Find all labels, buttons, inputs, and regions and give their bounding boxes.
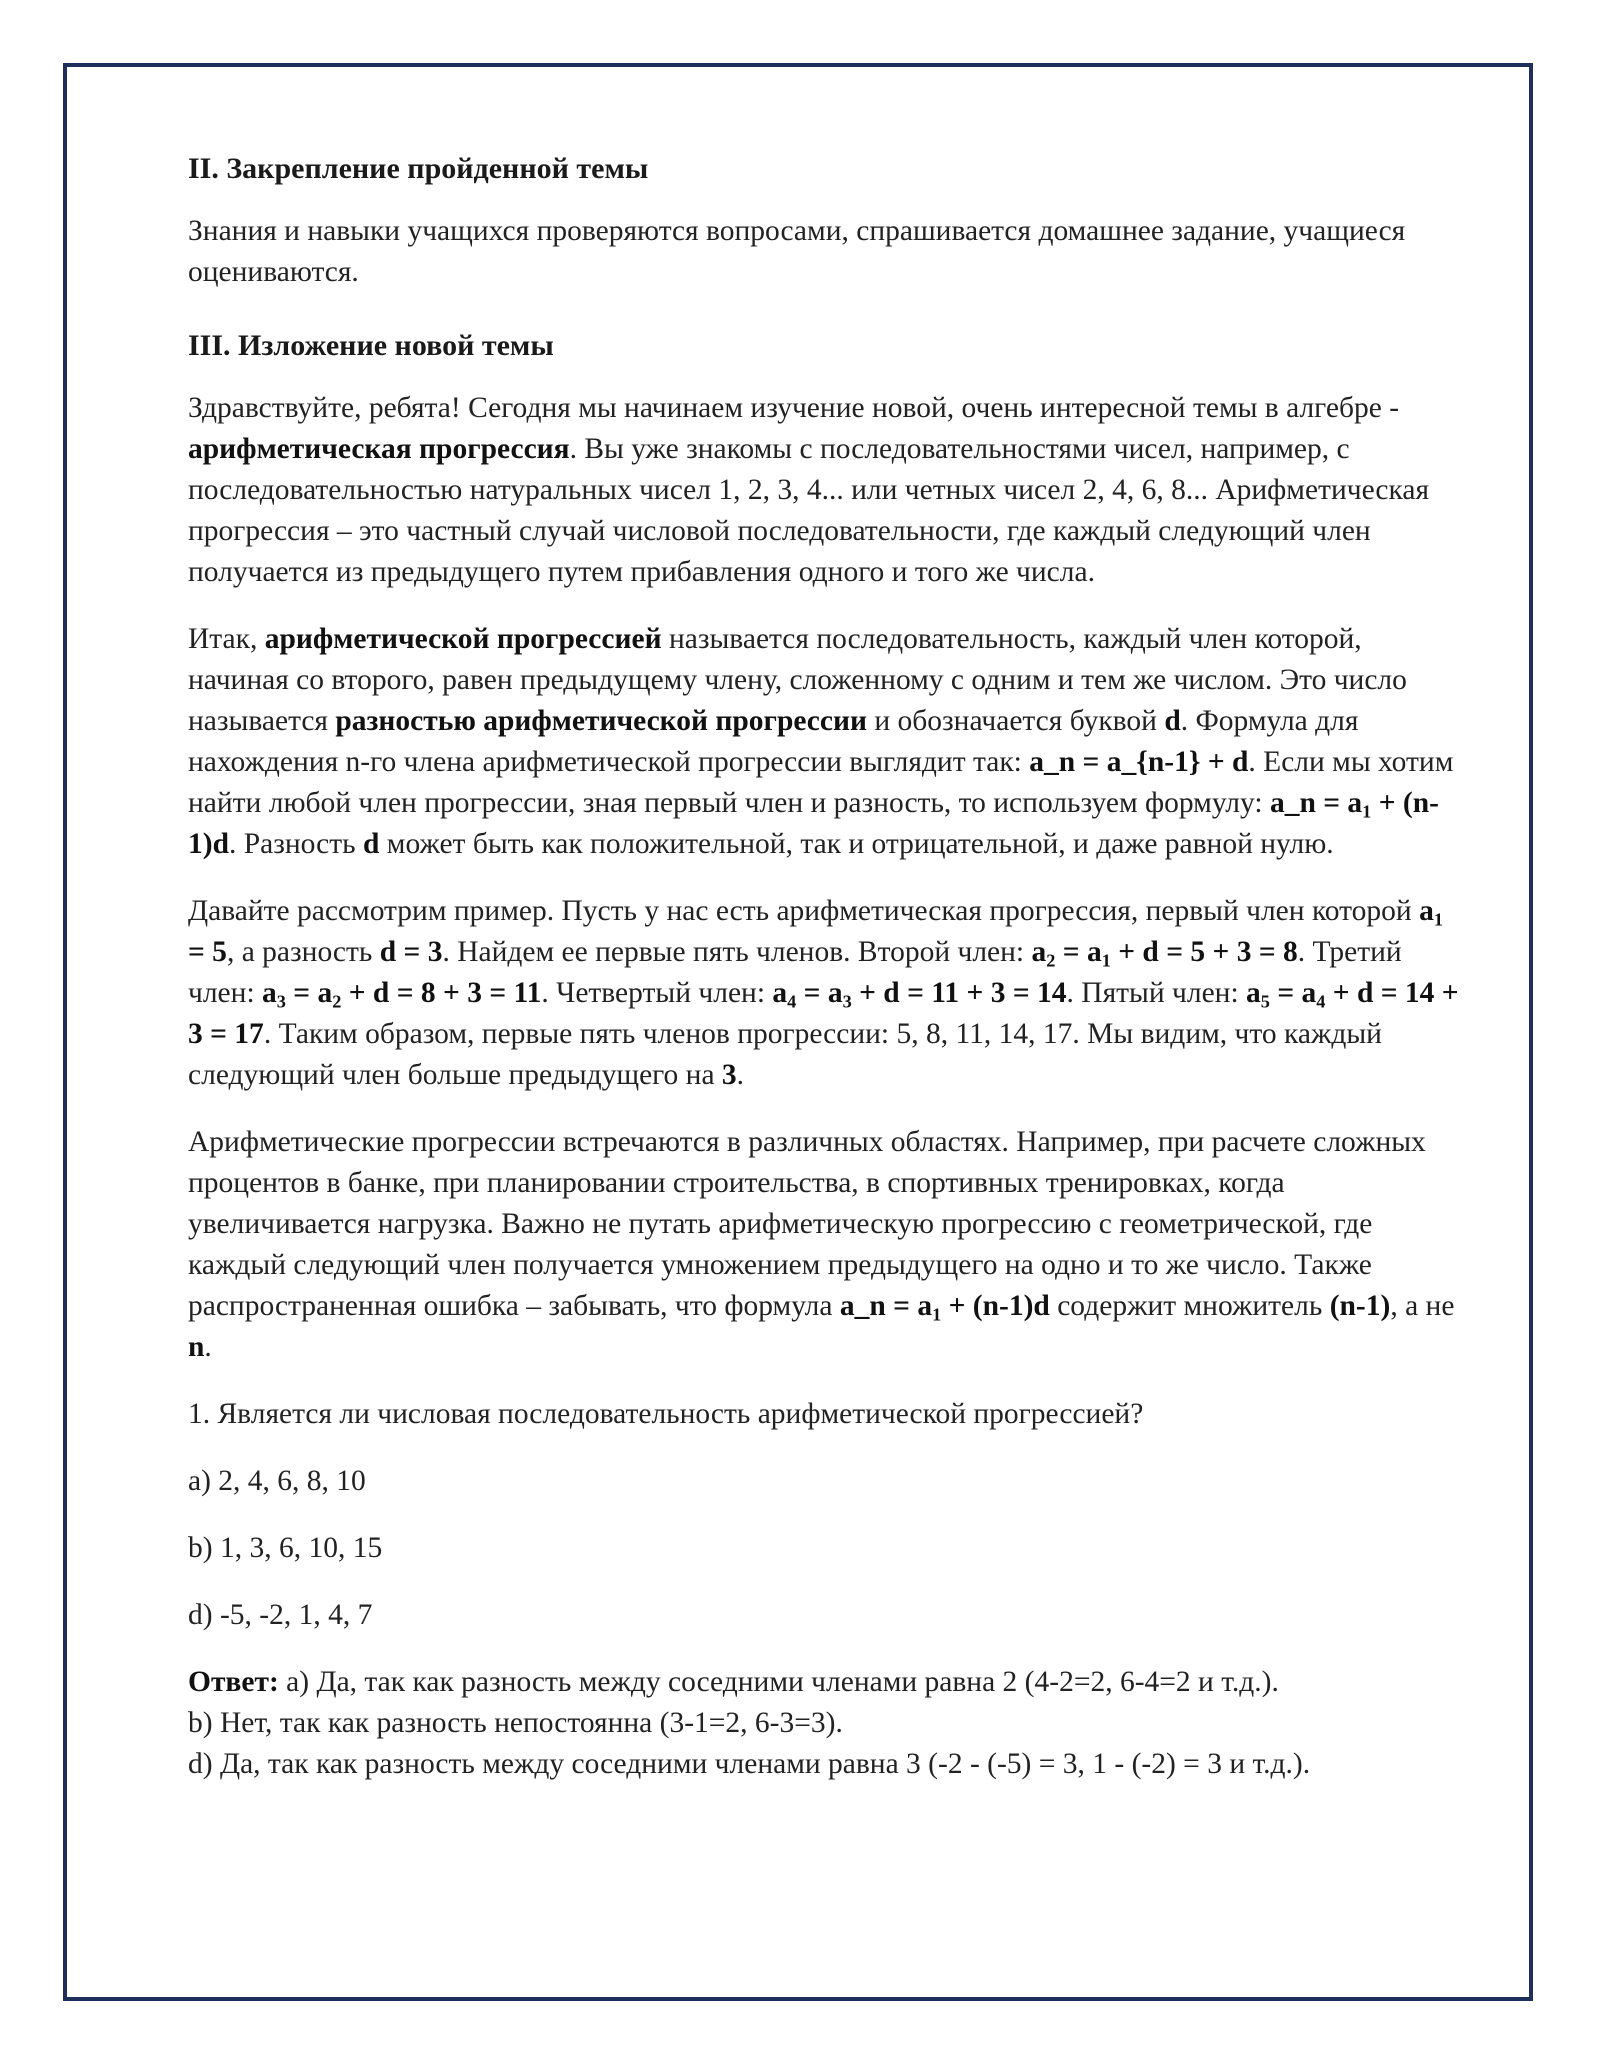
section-2-text: Знания и навыки учащихся проверяются вопросами, спрашивается домашнее задание, учащиеся оцениваются.: [188, 215, 1406, 288]
example-paragraph: Давайте рассмотрим пример. Пусть у нас есть арифметическая прогрессия, первый член которой $a_1 = 5$, а разность d = 3. Найдем ее первые пять членов. Второй член: $a_2 = a_1 + d = 5 + 3 = 8$. Третий член: $a_3 = a_2 + d = 8 + 3 = 11$. Четвертый член: $a_4 = a_3 + d = 11 + 3 = 14$. Пятый член: $a_5 = a_4 + d = 14 + 3 = 17$. Таким образом, первые пять членов прогрессии: 5, 8, 11, 14, 17. Мы видим, что каждый следующий член больше предыдущего на 3.: [188, 895, 1459, 1091]
nth-term-formula: a_n = $a_1 + (n-1)d$: [188, 787, 1439, 860]
intro-paragraph: Здравствуйте, ребята! Сегодня мы начинаем изучение новой, очень интересной темы в алгебре - арифметическая прогрессия. Вы уже знакомы с последовательностями чисел, например, с последовательностью натуральных чисел 1, 2, 3, 4... или четных чисел 2, 4, 6, 8... Арифметическая прогрессия – это частный случай числовой последовательности, где каждый следующий член получается из предыдущего путем прибавления одного и того же числа.: [188, 392, 1430, 588]
question-text: 1. Является ли числовая последовательность арифметической прогрессией?: [188, 1398, 1144, 1430]
applications-paragraph: Арифметические прогрессии встречаются в различных областях. Например, при расчете сложных процентов в банке, при планировании строительства, в спортивных тренировках, когда увеличивается нагрузка. Важно не путать арифметическую прогрессию с геометрической, где каждый следующий член получается умножением предыдущего на одно и то же число. Также распространенная ошибка – забывать, что формула a_n = $a_1 + (n-1)d$ содержит множитель (n-1), а не n.: [188, 1126, 1455, 1363]
answer-label: Ответ:: [188, 1666, 279, 1698]
answer-line-2: b) Нет, так как разность непостоянна (3-1=2, 6-3=3).: [188, 1707, 843, 1739]
document-body: [188, 148, 1460, 1785]
option-b: b) 1, 3, 6, 10, 15: [188, 1532, 383, 1564]
option-a: a) 2, 4, 6, 8, 10: [188, 1465, 366, 1497]
section-2-heading: II. Закрепление пройденной темы: [188, 152, 649, 185]
definition-paragraph: Итак, арифметической прогрессией называется последовательность, каждый член которой, начиная со второго, равен предыдущему члену, сложенному с одним и тем же числом. Это число называется разностью арифметической прогрессии и обозначается буквой d. Формула для нахождения n-го члена арифметической прогрессии выглядит так: a_n = a_{n-1} + d. Если мы хотим найти любой член прогрессии, зная первый член и разность, то используем формулу: a_n = $a_1 + (n-1)d$. Разность d может быть как положительной, так и отрицательной, и даже равной нулю.: [188, 623, 1454, 860]
option-d: d) -5, -2, 1, 4, 7: [188, 1599, 373, 1631]
answer-line-3: d) Да, так как разность между соседними членами равна 3 (-2 - (-5) = 3, 1 - (-2) = 3 и т.д.).: [188, 1748, 1311, 1780]
section-3-heading: III. Изложение новой темы: [188, 329, 554, 362]
answer-line-1: Ответ: a) Да, так как разность между соседними членами равна 2 (4-2=2, 6-4=2 и т.д.).: [188, 1666, 1279, 1698]
